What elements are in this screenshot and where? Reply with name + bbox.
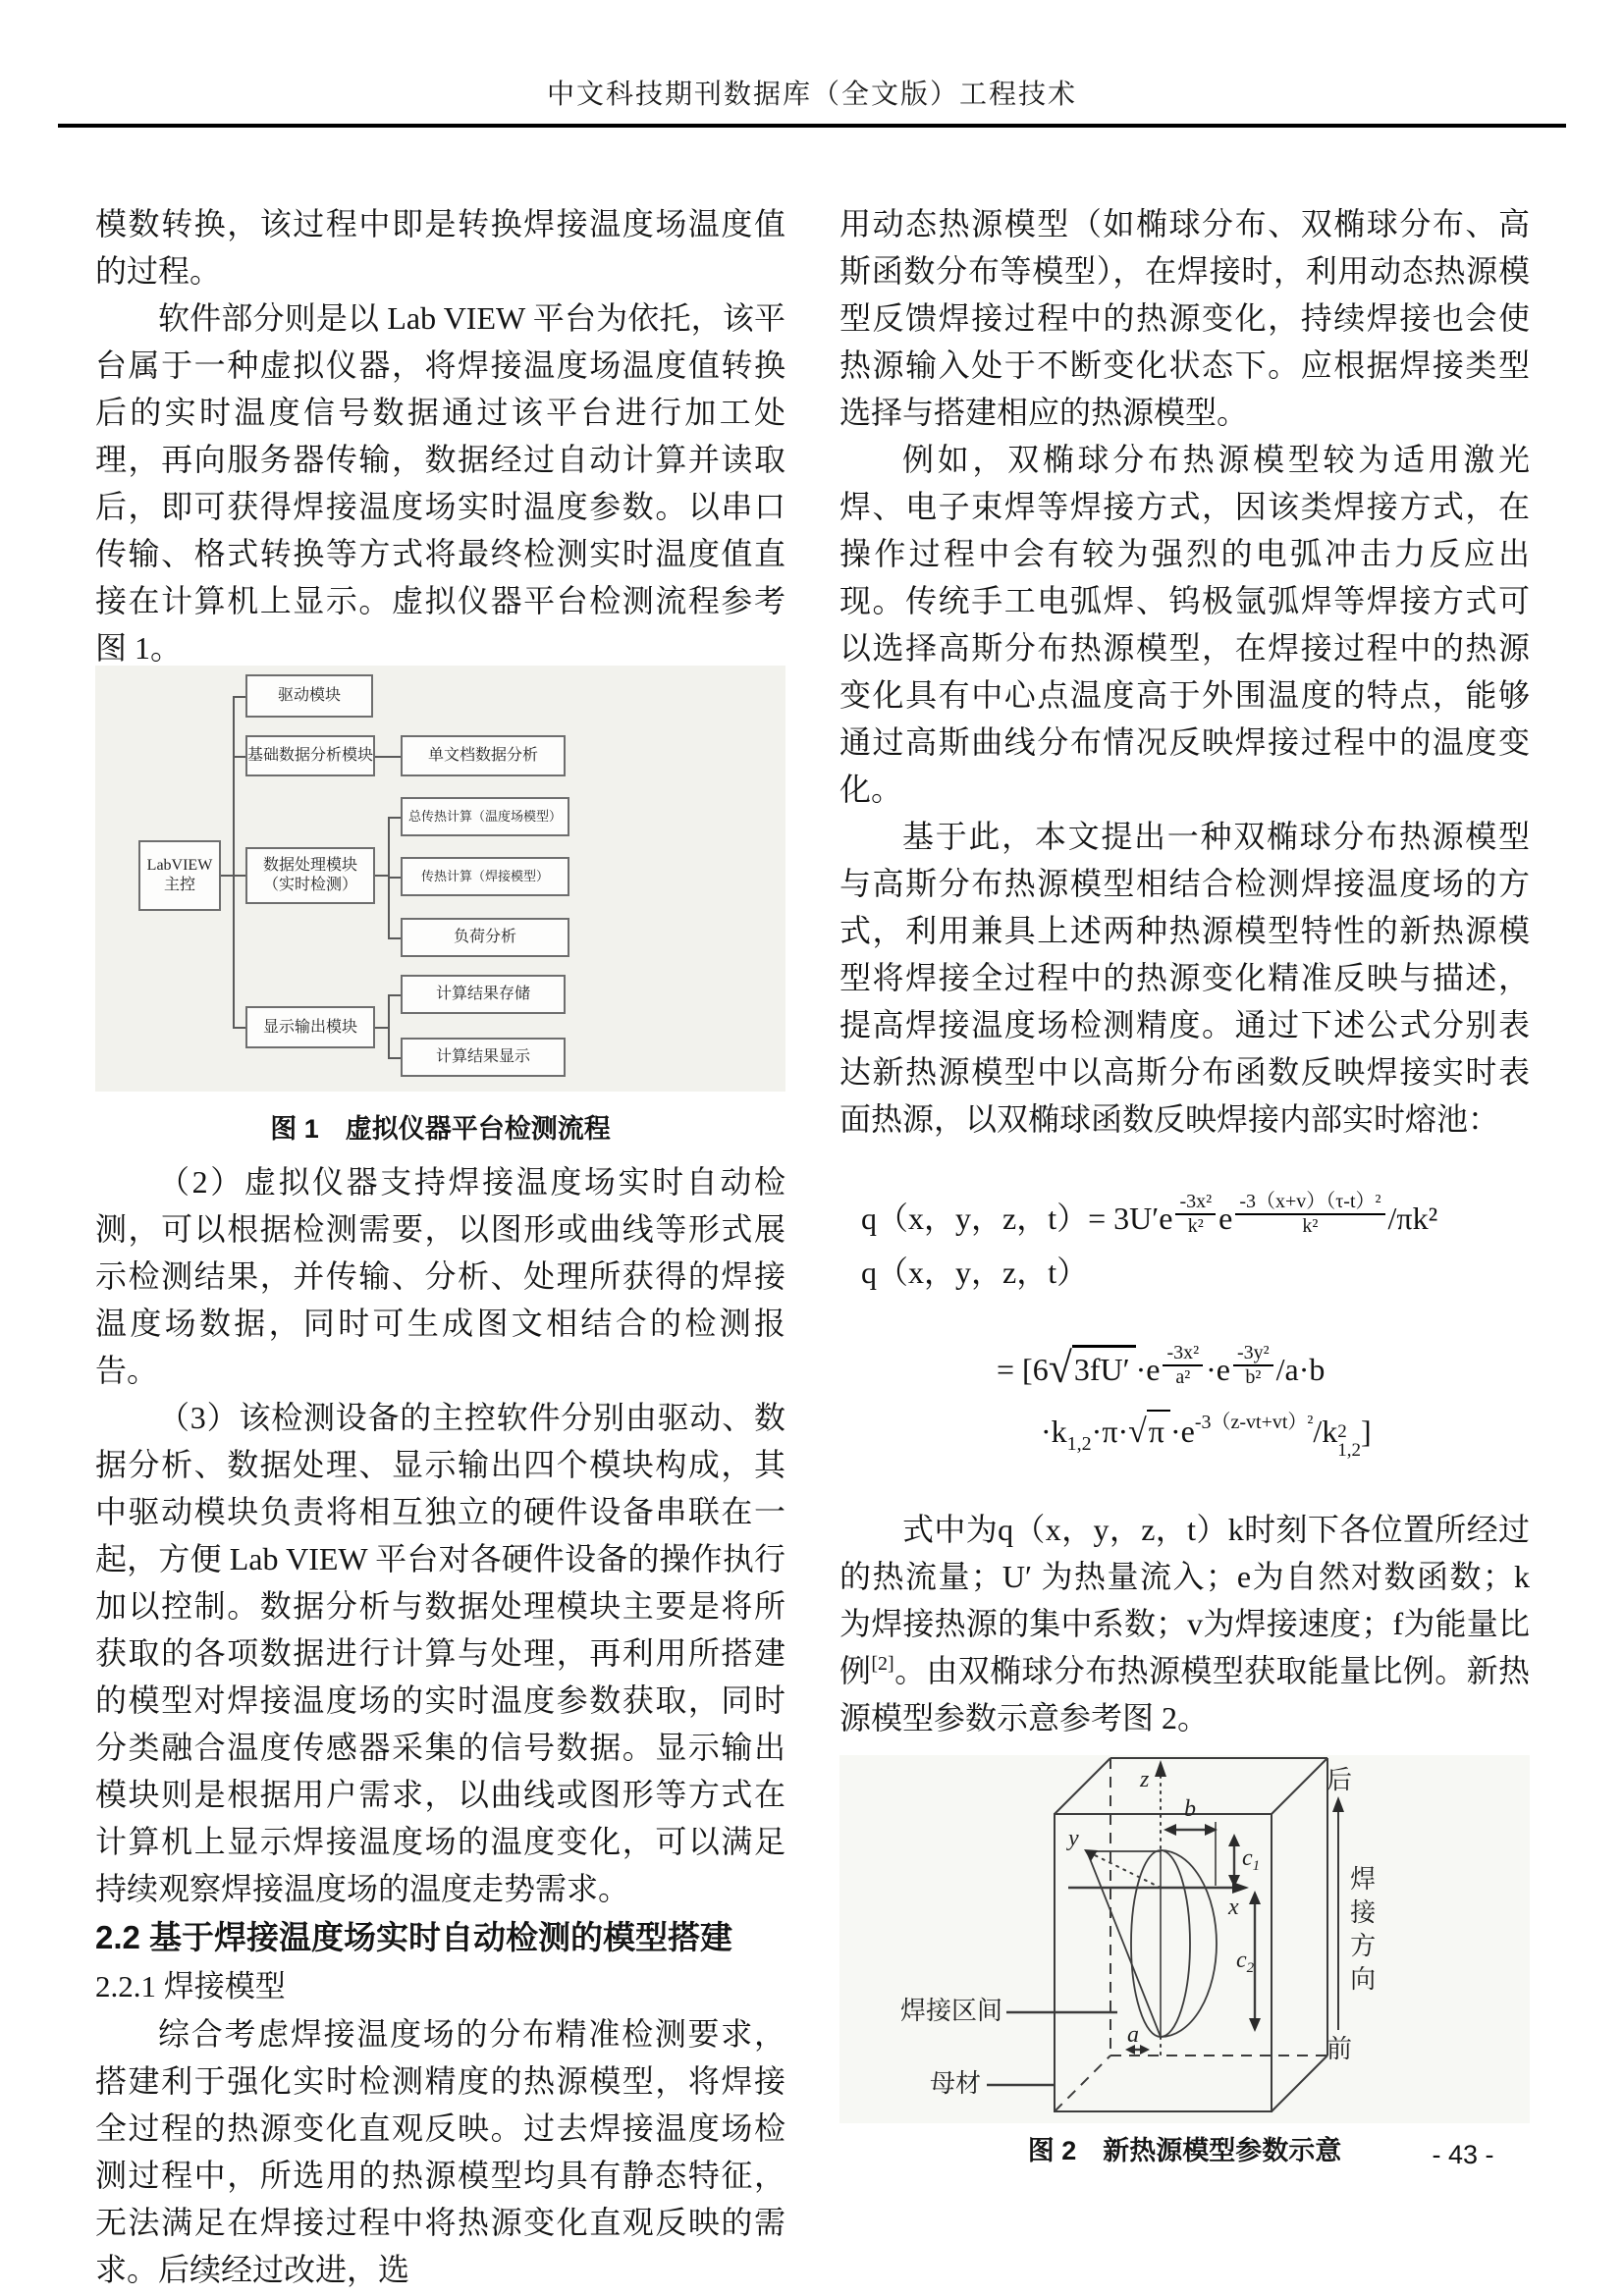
header-rule (58, 124, 1566, 128)
node-label: 驱动模块 (277, 687, 341, 704)
superscript: -3（z-vt+vt）² (1194, 1412, 1314, 1433)
flowchart-node-basic-analysis (245, 735, 375, 776)
exponent-fraction: $\frac{\text{-3（x+v）（τ-t）²}}{\text{k²}}$ (1235, 1192, 1384, 1237)
node-label: 单文档数据分析 (427, 747, 538, 764)
exponent-fraction: $\frac{\text{-3y²}}{\text{b²}}$ (1233, 1343, 1273, 1388)
radicand: π (1147, 1410, 1170, 1450)
journal-header-title: 中文科技期刊数据库（全文版）工程技术 (546, 80, 1077, 110)
node-label: 总传热计算（温度场模型） (407, 808, 562, 824)
z-axis-label: z (1140, 1767, 1150, 1792)
paragraph: 用动态热源模型（如椭球分布、双椭球分布、高斯函数分布等模型），在焊接时，利用动态热源模型反馈焊接过程中的热源变化，持续焊接也会使热源输入处于不断变化状态下。应根据焊接类型选择与搭建相应的热源模型。 (839, 206, 1530, 430)
radical-icon: √ (1128, 1414, 1147, 1450)
left-column (95, 200, 785, 2293)
radicand: 3fU′ (1072, 1345, 1136, 1388)
paragraph: 基于此，本文提出一种双椭球分布热源模型与高斯分布热源模型相结合检测焊接温度场的方式，利用兼具上述两种热源模型特性的新热源模型将焊接全过程中的热源变化精准反映与描述，提高焊接温度场检测精度。通过下述公式分别表达新热源模型中以高斯分布函数反映焊接实时表面热源，以双椭球函数反映焊接内部实时熔池： (839, 819, 1530, 1137)
paragraph: 例如，双椭球分布热源模型较为适用激光焊、电子束焊等焊接方式，因该类焊接方式，在操作过程中会有较为强烈的电弧冲击力反应出现。传统手工电弧焊、钨极氩弧焊等焊接方式可以选择高斯分布热源模型，在焊接过程中的热源变化具有中心点温度高于外围温度的特点，能够通过高斯曲线分布情况反映焊接过程中的温度变化。 (839, 442, 1530, 807)
page-number: - 43 - (1432, 2140, 1494, 2169)
figure2-caption: 图 2 新热源模型参数示意 (1027, 2136, 1342, 2165)
equation-double-ellipsoid-main (839, 1306, 1530, 1393)
exponent-fraction: $\frac{\text{-3x²}}{\text{a²}}$ (1163, 1343, 1203, 1388)
dim-c2-label: $c_2$ (1236, 1948, 1255, 1976)
dim-b-label: b (1184, 1796, 1196, 1822)
paragraph: 软件部分则是以 Lab VIEW 平台为依托，该平台属于一种虚拟仪器，将焊接温度场温度值转换后的实时温度信号数据通过该平台进行加工处理，再向服务器传输，数据经过自动计算并读取后，即可获得焊接温度场实时温度参数。以串口传输、格式转换等方式将最终检测实时温度值直接在计算机上显示。虚拟仪器平台检测流程参考图 1。 (95, 300, 785, 666)
sup-sub-stack: 2 1,2 (1337, 1421, 1362, 1461)
node-label: 传热计算（焊接模型） (420, 868, 549, 883)
formula-text: ·e (1169, 1414, 1195, 1449)
connector-line (233, 1027, 245, 1029)
flowchart-node-root (138, 840, 221, 911)
radical-icon: √ (1048, 1344, 1072, 1393)
figure1-flowchart (95, 666, 785, 1092)
flowchart-node-result-storage (401, 975, 566, 1014)
direction-back-label: 后 (1326, 1766, 1353, 1794)
equation-double-ellipsoid-tail (839, 1410, 1530, 1467)
formula-text: q（x，y，z，t）= 3U′ (861, 1200, 1160, 1236)
node-label: 计算结果存储 (435, 986, 530, 1002)
flowchart-node-single-doc (401, 735, 566, 776)
connector-line (388, 1057, 401, 1059)
paragraph (839, 1506, 1530, 1741)
y-axis-label: y (1068, 1826, 1079, 1851)
connector-line (233, 696, 235, 1028)
paragraph: （3）该检测设备的主控软件分别由驱动、数据分析、数据处理、显示输出四个模块构成，其中驱动模块负责将相互独立的硬件设备串联在一起，方便 Lab VIEW 平台对各硬件设备的操作执行加以控制。数据分析与数据处理模块主要是将所获取的各项数据进行计算与处理，再利用所搭建的模型对焊接温度场的实时温度参数获取，同时分类融合温度传感器采集的信号数据。显示输出模块则是根据用户需求，以曲线或图形等方式在计算机上显示焊接温度场的温度变化，可以满足持续观察焊接温度场的温度走势需求。 (95, 1400, 785, 1906)
formula-text: ·k (1041, 1414, 1067, 1449)
figure1-caption: 图 1 虚拟仪器平台检测流程 (270, 1114, 611, 1144)
node-label: 负荷分析 (453, 929, 516, 945)
connector-line (388, 994, 401, 996)
node-label: LabVIEW (146, 857, 213, 874)
paragraph: 综合考虑焊接温度场的分布精准检测要求，搭建利于强化实时检测精度的热源模型，将焊接全过程的热源变化直观反映。过去焊接温度场检测过程中，所选用的热源模型均具有静态特征，无法满足在焊接过程中将热源变化直观反映的需求。后续经过改进，选 (95, 2016, 785, 2287)
connector-line (233, 696, 245, 698)
paragraph: 模数转换，该过程中即是转换焊接温度场温度值的过程。 (95, 206, 785, 289)
citation-superscript: [2] (871, 1653, 894, 1675)
flowchart-node-heat-calc (401, 857, 569, 896)
connector-line (388, 937, 401, 939)
equation-double-ellipsoid-lhs: q（x，y，z，t） (861, 1255, 1089, 1290)
connector-line (375, 1027, 388, 1029)
node-label: 计算结果显示 (435, 1048, 530, 1065)
flowchart-node-result-display (401, 1038, 566, 1077)
connector-line (388, 994, 390, 1057)
connector-line (233, 875, 245, 877)
direction-front-label: 前 (1326, 2035, 1353, 2063)
node-label: 主控 (163, 877, 195, 893)
exponent-fraction: $\frac{\text{-3x²}}{\text{k²}}$ (1175, 1192, 1216, 1237)
formula-text: ·π· (1091, 1414, 1129, 1449)
formula-text: ·e (1135, 1351, 1161, 1387)
formula-text: e (1218, 1200, 1233, 1236)
connector-line (375, 756, 401, 758)
node-label: （实时检测） (262, 877, 357, 893)
node-label: 基础数据分析模块 (247, 747, 374, 764)
formula-text: e (1159, 1200, 1173, 1236)
flowchart-node-load-analysis (401, 918, 569, 957)
node-label: 显示输出模块 (262, 1018, 357, 1036)
flowchart-node-data-processing (245, 847, 375, 904)
x-axis-label: x (1228, 1895, 1239, 1920)
base-metal-label: 母材 (930, 2069, 982, 2098)
equation-gauss-surface (839, 1152, 1530, 1237)
flowchart-node-total-heat (401, 797, 569, 836)
right-column (839, 200, 1530, 2172)
connector-line (233, 756, 245, 758)
subscript: 1,2 (1066, 1433, 1092, 1455)
dim-c1-label: $c_1$ (1242, 1845, 1261, 1874)
formula-text: ] (1361, 1414, 1372, 1449)
section-heading-2-2-1: 2.2.1 焊接模型 (95, 1969, 286, 2003)
connector-line (388, 817, 401, 819)
dim-a-label: a (1127, 2022, 1139, 2048)
connector-line (375, 875, 388, 877)
connector-line (388, 877, 401, 879)
flowchart-node-display-output (245, 1006, 375, 1048)
flowchart-node-drive (245, 674, 373, 718)
paragraph-text: 式中为q（x，y，z，t）k时刻下各位置所经过的热流量；U′ 为热量流入；e为自然对数函数；k为焊接热源的集中系数；v为焊接速度；f为能量比例 (839, 1512, 1530, 1688)
paragraph: （2）虚拟仪器支持焊接温度场实时自动检测，可以根据检测需要，以图形或曲线等形式展示检测结果，并传输、分析、处理所获得的焊接温度场数据，同时可生成图文相结合的检测报告。 (95, 1164, 785, 1388)
formula-text: /k (1313, 1414, 1338, 1449)
weld-zone-label: 焊接区间 (900, 1997, 1003, 2025)
formula-text: /πk² (1387, 1200, 1438, 1236)
node-label: 数据处理模块 (262, 857, 357, 874)
formula-text: ·e (1206, 1351, 1230, 1387)
connector-line (221, 875, 233, 877)
figure2-heat-source-diagram (839, 1755, 1530, 2123)
formula-text: = [6 (997, 1351, 1049, 1387)
formula-text: /a·b (1275, 1351, 1326, 1387)
section-heading-2-2: 2.2 基于焊接温度场实时自动检测的模型搭建 (95, 1919, 733, 1955)
paragraph-text: 。由双椭球分布热源模型获取能量比例。新热源模型参数示意参考图 2。 (839, 1653, 1530, 1735)
weld-direction-label: 焊接方向 (1346, 1865, 1376, 1999)
